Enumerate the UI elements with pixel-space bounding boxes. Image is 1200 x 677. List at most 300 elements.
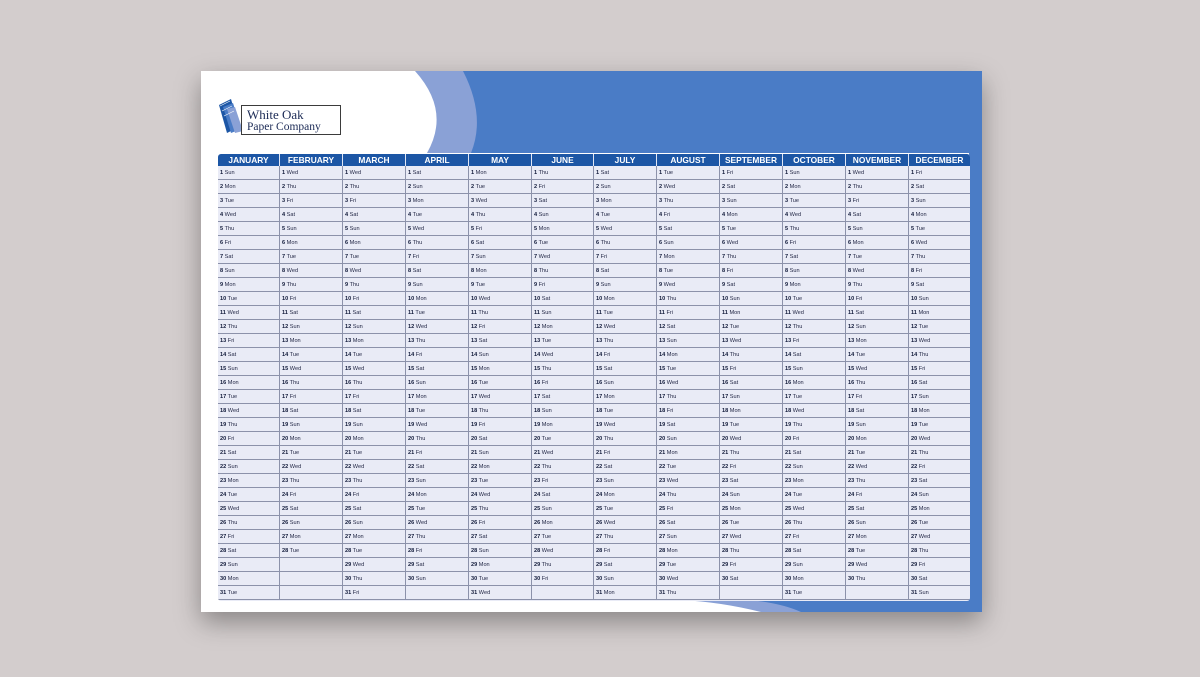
weekday-label: 19 Tue	[722, 422, 740, 428]
day-number: 5	[659, 226, 663, 232]
day-cell	[406, 432, 468, 446]
weekday-label: 29 Fri	[722, 562, 737, 568]
day-cell	[343, 306, 405, 320]
weekday-label: 16 Tue	[471, 380, 489, 386]
weekday-label: 14 Sat	[785, 352, 802, 358]
day-cell	[343, 530, 405, 544]
day-cell	[720, 390, 782, 404]
day-cell	[343, 474, 405, 488]
day-number: 23	[785, 478, 792, 484]
weekday-label: 20 Sat	[471, 436, 488, 442]
day-number: 30	[596, 576, 603, 582]
day-cell	[909, 250, 970, 264]
month-column-june	[532, 166, 594, 600]
weekday-label: 30 Sun	[408, 576, 426, 582]
day-cell	[469, 432, 531, 446]
day-number: 9	[220, 282, 224, 288]
weekday-label: 14 Tue	[282, 352, 300, 358]
day-number: 8	[722, 268, 726, 274]
day-number: 17	[220, 394, 227, 400]
day-cell	[783, 558, 845, 572]
weekday-label: 12 Thu	[220, 324, 238, 330]
day-number: 28	[659, 548, 666, 554]
weekday-label: 10 Sun	[722, 296, 740, 302]
weekday-label: 17 Tue	[220, 394, 238, 400]
weekday-label: 21 Thu	[722, 450, 740, 456]
day-cell	[846, 530, 908, 544]
weekday-label: 21 Tue	[282, 450, 300, 456]
day-cell	[532, 306, 593, 320]
day-cell	[218, 236, 279, 250]
day-number: 1	[848, 170, 852, 176]
day-number: 16	[345, 380, 352, 386]
weekday-label: 5 Wed	[408, 226, 425, 232]
month-header-june: JUNE	[532, 154, 594, 166]
day-number: 20	[471, 436, 478, 442]
day-cell	[406, 250, 468, 264]
day-cell	[532, 460, 593, 474]
day-number: 7	[220, 254, 224, 260]
day-cell	[280, 544, 342, 558]
day-cell	[657, 264, 719, 278]
weekday-label: 9 Thu	[848, 282, 863, 288]
day-cell	[909, 460, 970, 474]
weekday-label: 20 Wed	[722, 436, 742, 442]
day-number: 8	[345, 268, 349, 274]
day-cell	[343, 460, 405, 474]
day-number: 20	[722, 436, 729, 442]
day-cell	[406, 446, 468, 460]
weekday-label: 21 Fri	[408, 450, 423, 456]
day-number: 27	[408, 534, 415, 540]
day-number: 25	[220, 506, 227, 512]
weekday-label: 25 Wed	[785, 506, 805, 512]
day-number: 11	[911, 310, 917, 316]
weekday-label: 31 Thu	[659, 590, 677, 596]
day-number: 28	[596, 548, 603, 554]
day-cell	[218, 502, 279, 516]
day-number: 29	[596, 562, 603, 568]
day-cell	[343, 586, 405, 600]
day-cell	[720, 222, 782, 236]
weekday-label: 7 Sat	[220, 254, 234, 260]
weekday-label: 29 Tue	[659, 562, 677, 568]
day-number: 17	[596, 394, 603, 400]
month-header-march: MARCH	[343, 154, 406, 166]
day-cell	[783, 236, 845, 250]
day-number: 3	[408, 198, 412, 204]
day-number: 19	[659, 422, 666, 428]
weekday-label: 30 Wed	[659, 576, 679, 582]
day-number: 11	[282, 310, 288, 316]
weekday-label: 24 Sun	[722, 492, 740, 498]
weekday-label: 25 Sat	[848, 506, 865, 512]
day-cell	[343, 544, 405, 558]
weekday-label: 28 Wed	[534, 548, 554, 554]
weekday-label: 23 Sat	[911, 478, 928, 484]
day-number: 13	[596, 338, 603, 344]
company-name-line1: White Oak	[247, 107, 304, 122]
day-number: 19	[785, 422, 792, 428]
weekday-label: 11 Sun	[534, 310, 552, 316]
company-name-line2: Paper Company	[247, 121, 321, 133]
weekday-label: 16 Mon	[220, 380, 239, 386]
empty-day-cell	[280, 586, 342, 600]
day-cell	[280, 264, 342, 278]
month-column-december	[909, 166, 970, 600]
day-cell	[846, 194, 908, 208]
day-number: 29	[471, 562, 478, 568]
day-number: 28	[345, 548, 352, 554]
day-cell	[783, 208, 845, 222]
day-number: 4	[659, 212, 663, 218]
weekday-label: 6 Mon	[345, 240, 361, 246]
weekday-label: 12 Wed	[408, 324, 428, 330]
weekday-label: 5 Sun	[848, 226, 863, 232]
day-cell	[218, 572, 279, 586]
day-number: 20	[282, 436, 289, 442]
day-cell	[218, 376, 279, 390]
weekday-label: 12 Wed	[596, 324, 616, 330]
weekday-label: 15 Thu	[534, 366, 552, 372]
day-number: 16	[534, 380, 541, 386]
day-number: 8	[596, 268, 600, 274]
weekday-label: 22 Wed	[282, 464, 302, 470]
day-cell	[657, 544, 719, 558]
day-number: 30	[408, 576, 415, 582]
weekday-label: 29 Wed	[848, 562, 868, 568]
weekday-label: 21 Mon	[659, 450, 678, 456]
day-number: 1	[596, 170, 600, 176]
day-cell	[720, 376, 782, 390]
weekday-label: 7 Sat	[785, 254, 799, 260]
day-number: 22	[534, 464, 541, 470]
weekday-label: 16 Wed	[659, 380, 679, 386]
weekday-label: 30 Thu	[848, 576, 866, 582]
day-cell	[594, 418, 656, 432]
day-cell	[909, 516, 970, 530]
empty-day-cell	[406, 586, 468, 600]
day-number: 15	[722, 366, 729, 372]
day-cell	[532, 292, 593, 306]
day-number: 2	[282, 184, 286, 190]
day-cell	[469, 474, 531, 488]
weekday-label: 10 Mon	[408, 296, 427, 302]
day-cell	[532, 474, 593, 488]
day-number: 9	[848, 282, 852, 288]
weekday-label: 22 Thu	[534, 464, 552, 470]
weekday-label: 12 Sat	[659, 324, 676, 330]
day-cell	[720, 362, 782, 376]
day-cell	[594, 558, 656, 572]
weekday-label: 12 Thu	[785, 324, 803, 330]
month-header-october: OCTOBER	[783, 154, 846, 166]
day-cell	[469, 306, 531, 320]
day-cell	[469, 236, 531, 250]
weekday-label: 20 Wed	[911, 436, 931, 442]
day-cell	[343, 446, 405, 460]
day-number: 27	[471, 534, 478, 540]
day-number: 15	[345, 366, 352, 372]
day-number: 22	[282, 464, 289, 470]
weekday-label: 11 Fri	[659, 310, 673, 316]
weekday-label: 23 Mon	[785, 478, 804, 484]
day-cell	[469, 376, 531, 390]
day-number: 10	[596, 296, 603, 302]
day-number: 13	[911, 338, 918, 344]
day-number: 11	[722, 310, 728, 316]
day-number: 2	[722, 184, 726, 190]
day-cell	[469, 446, 531, 460]
day-number: 26	[345, 520, 352, 526]
day-number: 4	[471, 212, 475, 218]
day-cell	[532, 180, 593, 194]
day-number: 2	[659, 184, 663, 190]
weekday-label: 12 Sun	[848, 324, 866, 330]
weekday-label: 11 Mon	[722, 310, 741, 316]
weekday-label: 8 Sat	[596, 268, 610, 274]
day-number: 31	[471, 590, 478, 596]
day-number: 13	[408, 338, 415, 344]
weekday-label: 31 Fri	[345, 590, 360, 596]
day-cell	[720, 404, 782, 418]
day-cell	[846, 516, 908, 530]
weekday-label: 18 Mon	[722, 408, 741, 414]
day-cell	[469, 390, 531, 404]
weekday-label: 21 Tue	[848, 450, 866, 456]
day-number: 3	[722, 198, 726, 204]
day-number: 27	[534, 534, 541, 540]
day-number: 25	[471, 506, 478, 512]
day-number: 29	[345, 562, 352, 568]
empty-day-cell	[532, 586, 593, 600]
day-number: 26	[408, 520, 415, 526]
weekday-label: 11 Wed	[785, 310, 804, 316]
day-number: 10	[785, 296, 792, 302]
weekday-label: 2 Fri	[534, 184, 546, 190]
weekday-label: 13 Mon	[282, 338, 301, 344]
day-cell	[280, 502, 342, 516]
day-number: 20	[596, 436, 603, 442]
day-number: 27	[596, 534, 603, 540]
day-cell	[909, 544, 970, 558]
day-number: 6	[785, 240, 789, 246]
day-cell	[594, 390, 656, 404]
day-number: 22	[911, 464, 918, 470]
day-number: 7	[596, 254, 600, 260]
day-number: 21	[220, 450, 227, 456]
weekday-label: 17 Sat	[534, 394, 551, 400]
weekday-label: 3 Sun	[722, 198, 737, 204]
day-cell	[406, 572, 468, 586]
weekday-label: 9 Wed	[659, 282, 676, 288]
weekday-label: 7 Thu	[911, 254, 926, 260]
day-number: 15	[659, 366, 666, 372]
day-number: 5	[282, 226, 286, 232]
day-number: 5	[220, 226, 224, 232]
calendar-grid	[218, 166, 970, 600]
day-number: 3	[534, 198, 538, 204]
day-cell	[783, 292, 845, 306]
weekday-label: 30 Mon	[785, 576, 804, 582]
day-number: 3	[220, 198, 224, 204]
day-cell	[720, 418, 782, 432]
day-cell	[657, 306, 719, 320]
day-number: 5	[911, 226, 915, 232]
weekday-label: 2 Sat	[722, 184, 736, 190]
day-number: 2	[408, 184, 412, 190]
day-number: 12	[220, 324, 227, 330]
day-cell	[280, 334, 342, 348]
weekday-label: 7 Sun	[471, 254, 486, 260]
day-number: 21	[911, 450, 918, 456]
day-cell	[720, 166, 782, 180]
weekday-label: 10 Sat	[534, 296, 551, 302]
day-cell	[280, 222, 342, 236]
day-cell	[720, 292, 782, 306]
day-cell	[532, 572, 593, 586]
day-number: 12	[785, 324, 792, 330]
weekday-label: 26 Wed	[596, 520, 616, 526]
weekday-label: 6 Tue	[534, 240, 549, 246]
day-cell	[469, 502, 531, 516]
day-cell	[532, 446, 593, 460]
day-number: 6	[345, 240, 349, 246]
day-cell	[469, 558, 531, 572]
weekday-label: 7 Fri	[408, 254, 420, 260]
day-cell	[280, 278, 342, 292]
weekday-label: 24 Fri	[345, 492, 360, 498]
weekday-label: 3 Mon	[408, 198, 424, 204]
weekday-label: 26 Wed	[408, 520, 428, 526]
day-cell	[846, 306, 908, 320]
day-cell	[594, 544, 656, 558]
weekday-label: 10 Fri	[345, 296, 360, 302]
month-header-september: SEPTEMBER	[720, 154, 783, 166]
day-cell	[280, 474, 342, 488]
day-cell	[909, 432, 970, 446]
weekday-label: 20 Mon	[345, 436, 364, 442]
day-number: 19	[345, 422, 352, 428]
weekday-label: 31 Tue	[785, 590, 803, 596]
weekday-label: 17 Sun	[911, 394, 929, 400]
day-cell	[218, 208, 279, 222]
day-cell	[846, 292, 908, 306]
weekday-label: 1 Fri	[911, 170, 923, 176]
day-number: 24	[596, 492, 603, 498]
day-cell	[532, 488, 593, 502]
day-cell	[343, 194, 405, 208]
day-cell	[594, 166, 656, 180]
day-cell	[469, 418, 531, 432]
day-cell	[594, 334, 656, 348]
day-number: 30	[345, 576, 352, 582]
weekday-label: 12 Sun	[345, 324, 363, 330]
day-cell	[594, 348, 656, 362]
day-cell	[280, 194, 342, 208]
day-number: 1	[785, 170, 789, 176]
day-number: 18	[659, 408, 666, 414]
day-number: 27	[220, 534, 227, 540]
day-number: 3	[848, 198, 852, 204]
weekday-label: 12 Tue	[911, 324, 929, 330]
day-cell	[657, 390, 719, 404]
weekday-label: 20 Thu	[408, 436, 426, 442]
weekday-label: 24 Thu	[659, 492, 677, 498]
month-header-november: NOVEMBER	[846, 154, 909, 166]
day-number: 6	[848, 240, 852, 246]
day-number: 9	[659, 282, 663, 288]
day-number: 31	[911, 590, 918, 596]
weekday-label: 27 Mon	[282, 534, 301, 540]
weekday-label: 25 Thu	[471, 506, 489, 512]
day-number: 3	[471, 198, 475, 204]
weekday-label: 14 Mon	[659, 352, 678, 358]
day-number: 26	[911, 520, 918, 526]
day-number: 21	[345, 450, 352, 456]
day-number: 10	[471, 296, 478, 302]
day-cell	[720, 264, 782, 278]
day-number: 18	[848, 408, 855, 414]
day-cell	[406, 348, 468, 362]
day-cell	[846, 460, 908, 474]
weekday-label: 30 Sat	[911, 576, 928, 582]
day-number: 15	[408, 366, 415, 372]
day-number: 13	[534, 338, 541, 344]
day-cell	[280, 376, 342, 390]
weekday-label: 13 Thu	[408, 338, 426, 344]
day-cell	[657, 292, 719, 306]
day-cell	[720, 320, 782, 334]
weekday-label: 26 Sun	[848, 520, 866, 526]
weekday-label: 19 Tue	[911, 422, 929, 428]
weekday-label: 19 Mon	[534, 422, 553, 428]
day-cell	[218, 348, 279, 362]
weekday-label: 16 Thu	[282, 380, 300, 386]
day-number: 28	[722, 548, 729, 554]
day-cell	[783, 362, 845, 376]
day-cell	[720, 474, 782, 488]
weekday-label: 2 Mon	[220, 184, 236, 190]
day-cell	[343, 320, 405, 334]
weekday-label: 23 Thu	[282, 478, 300, 484]
calendar-poster	[201, 71, 982, 612]
day-cell	[720, 432, 782, 446]
day-number: 19	[534, 422, 541, 428]
day-number: 9	[408, 282, 412, 288]
day-number: 20	[408, 436, 415, 442]
weekday-label: 4 Fri	[659, 212, 671, 218]
day-cell	[657, 432, 719, 446]
day-cell	[909, 348, 970, 362]
day-cell	[406, 236, 468, 250]
day-cell	[406, 278, 468, 292]
day-number: 4	[534, 212, 538, 218]
day-cell	[218, 194, 279, 208]
day-number: 26	[722, 520, 729, 526]
day-cell	[343, 278, 405, 292]
day-cell	[343, 432, 405, 446]
day-number: 7	[345, 254, 349, 260]
day-number: 17	[282, 394, 289, 400]
day-number: 18	[408, 408, 415, 414]
day-number: 15	[911, 366, 918, 372]
day-number: 30	[911, 576, 918, 582]
day-number: 29	[911, 562, 918, 568]
day-number: 2	[848, 184, 852, 190]
day-cell	[218, 460, 279, 474]
day-number: 27	[911, 534, 918, 540]
